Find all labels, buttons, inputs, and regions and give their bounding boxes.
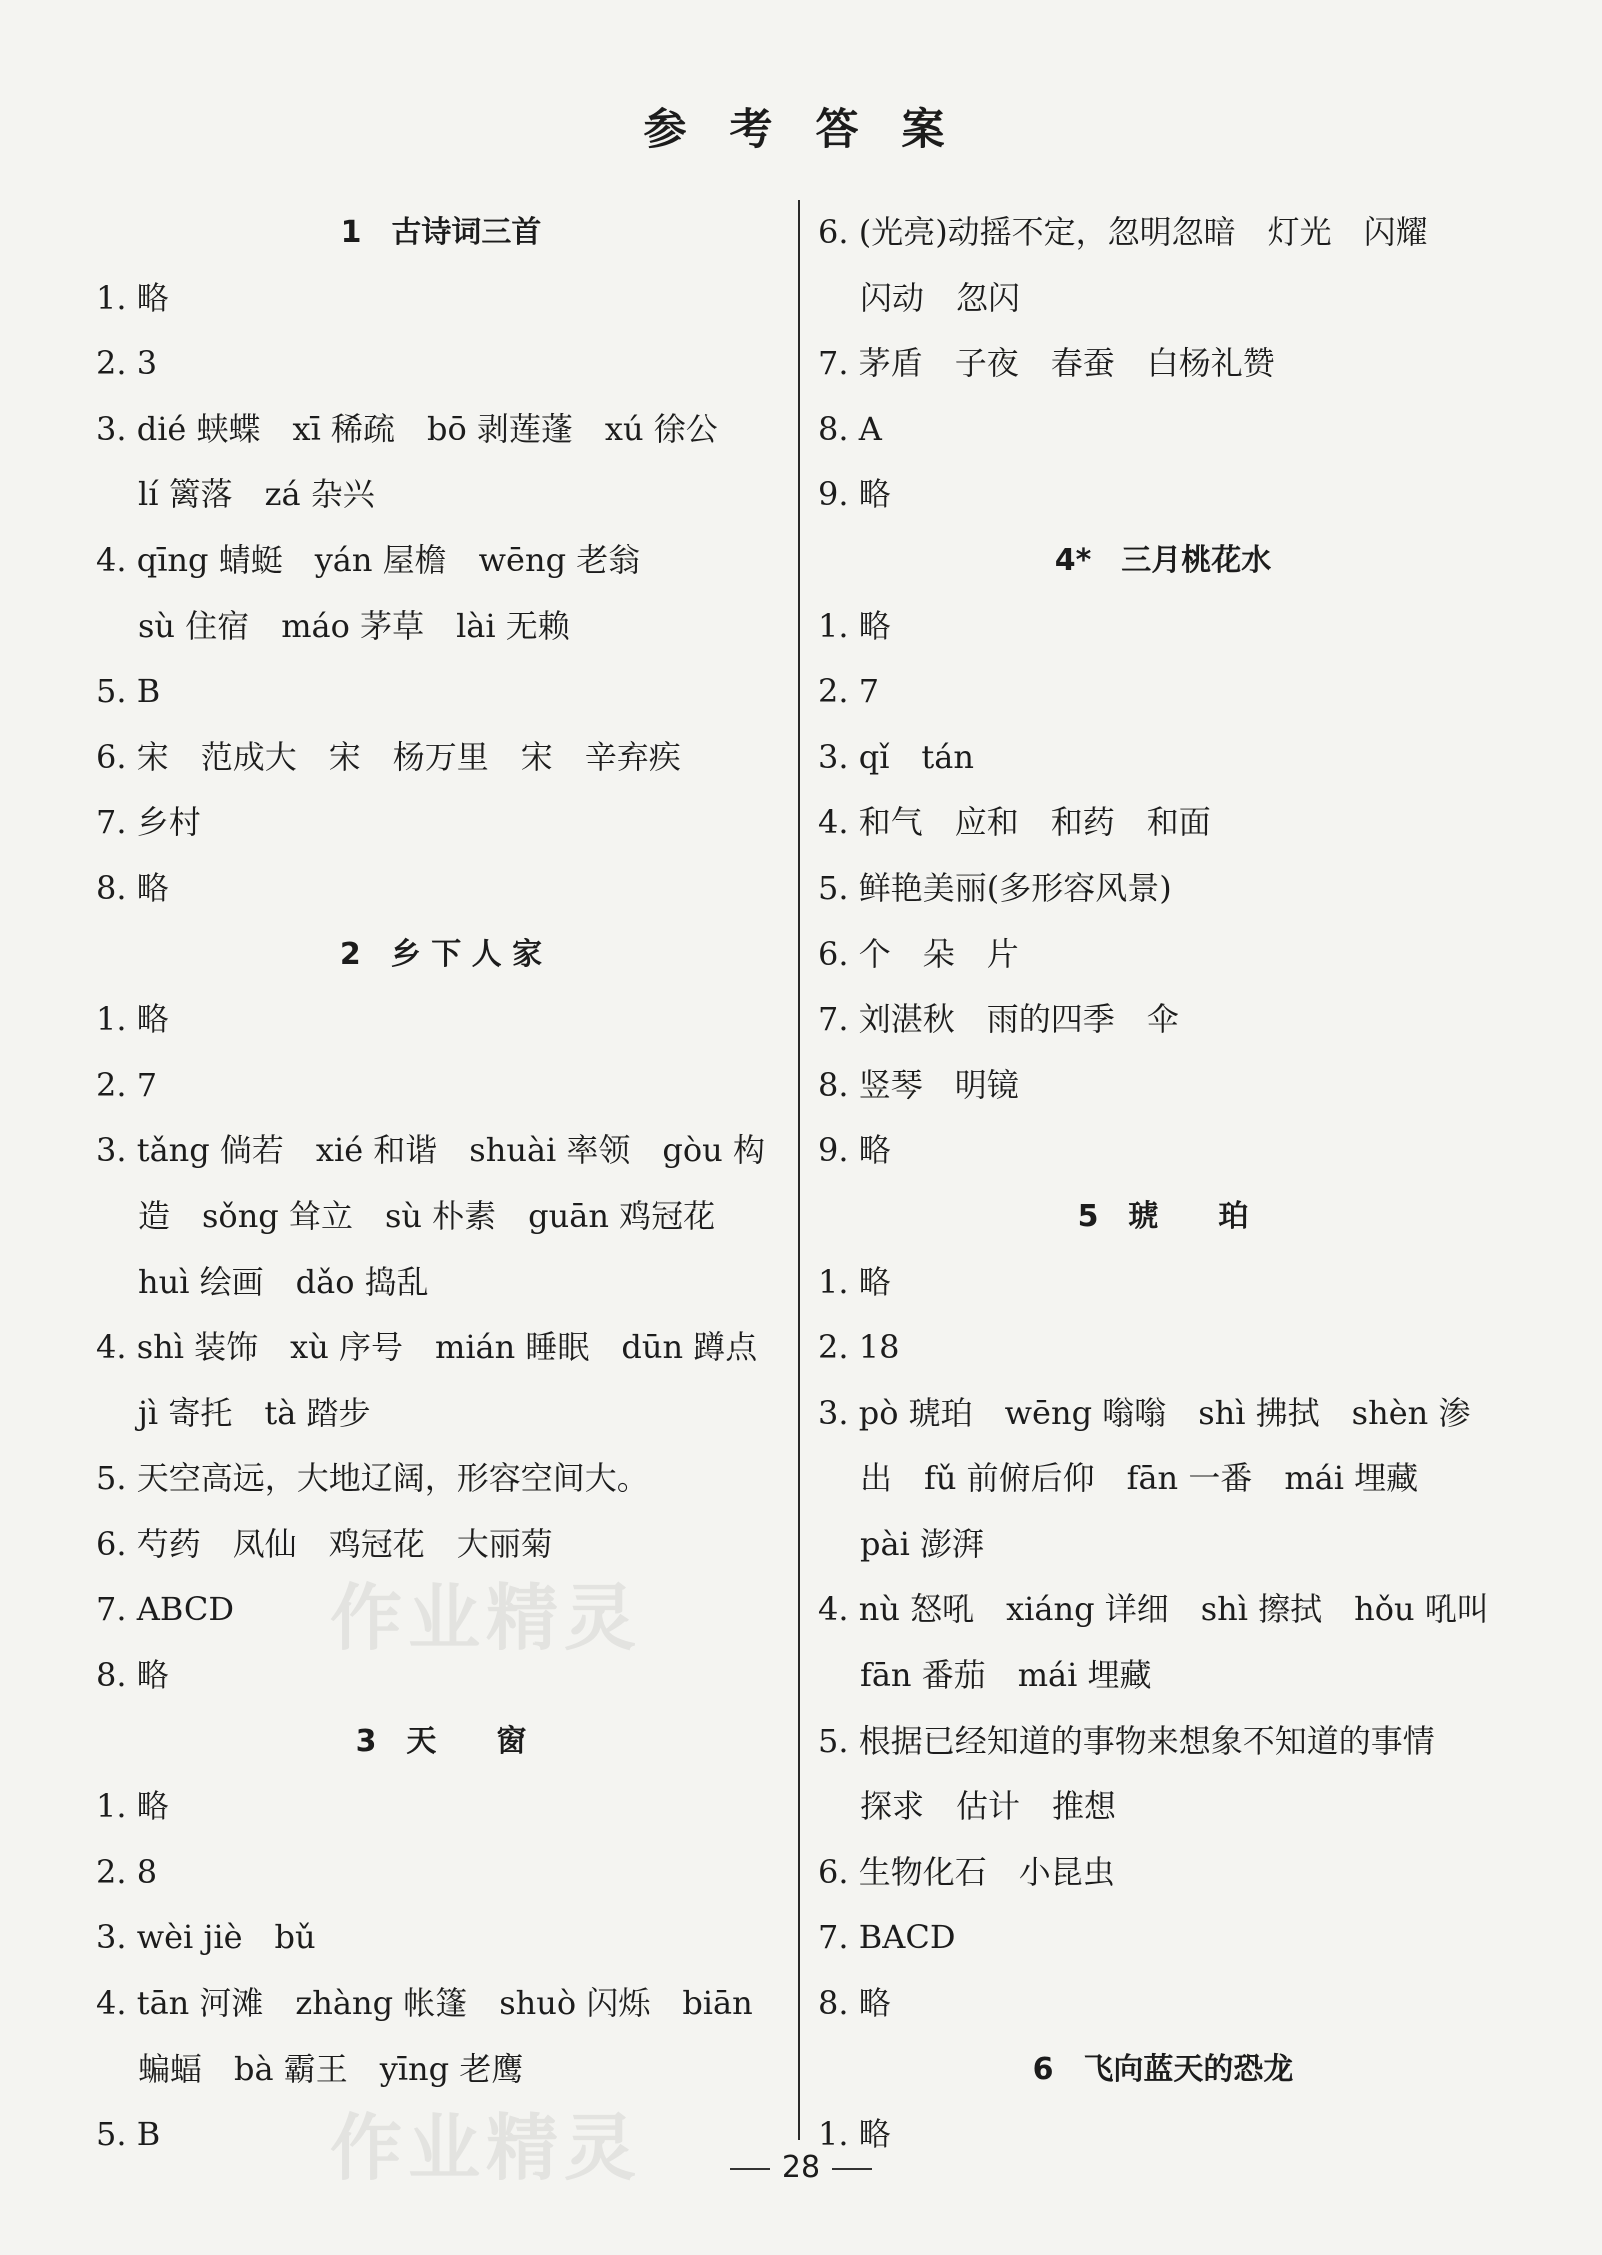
answer-line: 2. 18	[818, 1328, 900, 1367]
watermark: 作业精灵	[330, 1576, 643, 1660]
answer-line: 1. 略	[96, 1787, 169, 1826]
section-heading: 1 古诗词三首	[340, 215, 542, 250]
answer-line: 2. 3	[96, 344, 158, 383]
section-heading: 2 乡 下 人 家	[339, 936, 543, 972]
answer-line: 6. (光亮)动摇不定，忽明忽暗 灯光 闪耀	[818, 213, 1428, 251]
answer-line: 3. tǎng 倘若 xié 和谐 shuài 率领 gòu 构	[96, 1131, 765, 1170]
answer-line: 7. ABCD	[96, 1590, 235, 1629]
dash-left	[730, 2168, 770, 2170]
watermark: 作业精灵	[330, 2106, 643, 2190]
answer-line: 5. 鲜艳美丽(多形容风景)	[818, 868, 1172, 907]
answer-line: 4. 和气 应和 和药 和面	[818, 803, 1211, 842]
answer-line: 4. shì 装饰 xù 序号 mián 睡眠 dūn 蹲点	[96, 1328, 758, 1367]
answer-continuation: lí 篱落 zá 杂兴	[138, 475, 375, 514]
answer-continuation: 出 fǔ 前俯后仰 fān 一番 mái 埋藏	[860, 1459, 1419, 1498]
answer-line: 4. qīng 蜻蜓 yán 屋檐 wēng 老翁	[96, 540, 641, 579]
answer-continuation: 造 sǒng 耸立 sù 朴素 guān 鸡冠花	[138, 1196, 716, 1235]
section-heading: 6 飞向蓝天的恐龙	[1032, 2051, 1294, 2087]
answer-line: 8. 略	[818, 1984, 891, 2023]
answer-line: 2. 7	[96, 1065, 158, 1104]
answer-line: 1. 略	[818, 1262, 891, 1301]
answer-line: 6. 个 朵 片	[818, 934, 1019, 973]
answer-continuation: sù 住宿 máo 茅草 lài 无赖	[138, 606, 570, 645]
answer-continuation: pài 澎湃	[860, 1524, 984, 1563]
answer-line: 4. tān 河滩 zhàng 帐篷 shuò 闪烁 biān	[96, 1984, 753, 2023]
right-column	[818, 200, 1508, 2168]
section-heading: 3 天 窗	[355, 1723, 527, 1759]
answer-line: 6. 芍药 凤仙 鸡冠花 大丽菊	[96, 1524, 553, 1563]
dash-right	[832, 2168, 872, 2170]
page-title: 参 考 答 案	[643, 105, 959, 155]
answer-line: 1. 略	[96, 278, 169, 317]
answer-line: 1. 略	[818, 2115, 891, 2154]
answer-continuation: huì 绘画 dǎo 捣乱	[138, 1262, 429, 1301]
page-number	[0, 2150, 1602, 2185]
column-divider	[798, 200, 800, 2140]
answer-line: 6. 宋 范成大 宋 杨万里 宋 辛弃疾	[96, 737, 681, 776]
answer-line: 8. 竖琴 明镜	[818, 1065, 1019, 1104]
left-column	[96, 200, 786, 2168]
answer-line: 5. B	[96, 672, 161, 711]
answer-line: 5. 根据已经知道的事物来想象不知道的事情	[818, 1721, 1435, 1760]
answer-line: 1. 略	[96, 1000, 169, 1039]
answer-continuation: 蝙蝠 bà 霸王 yīng 老鹰	[138, 2049, 524, 2088]
answer-continuation: 探求 估计 推想	[860, 1787, 1117, 1826]
answer-continuation: jì 寄托 tà 踏步	[138, 1393, 371, 1432]
answer-line: 7. BACD	[818, 1918, 956, 1957]
answer-line: 7. 茅盾 子夜 春蚕 白杨礼赞	[818, 344, 1275, 383]
answer-continuation: 闪动 忽闪	[860, 278, 1021, 317]
answer-line: 3. dié 蛱蝶 xī 稀疏 bō 剥莲蓬 xú 徐公	[96, 409, 718, 448]
answer-line: 1. 略	[818, 606, 891, 645]
answer-line: 7. 乡村	[96, 803, 201, 842]
answer-line: 8. A	[818, 409, 882, 448]
page-number-text: 28	[781, 2150, 821, 2185]
answer-line: 9. 略	[818, 1131, 891, 1170]
answer-line: 7. 刘湛秋 雨的四季 伞	[818, 1000, 1179, 1039]
answer-line: 9. 略	[818, 475, 891, 514]
section-heading: 5 琥 珀	[1077, 1198, 1249, 1234]
answer-line: 6. 生物化石 小昆虫	[818, 1852, 1115, 1891]
answer-line: 4. nù 怒吼 xiáng 详细 shì 擦拭 hǒu 吼叫	[818, 1590, 1489, 1629]
answer-line: 2. 7	[818, 672, 880, 711]
answer-line: 5. 天空高远，大地辽阔，形容空间大。	[96, 1459, 649, 1498]
answer-line: 8. 略	[96, 1656, 169, 1695]
answer-line: 8. 略	[96, 868, 169, 907]
answer-line: 2. 8	[96, 1852, 158, 1891]
answer-line: 3. pò 琥珀 wēng 嗡嗡 shì 拂拭 shèn 渗	[818, 1393, 1471, 1432]
answer-line: 3. wèi jiè bǔ	[96, 1918, 316, 1957]
answer-line: 3. qǐ tán	[818, 737, 974, 776]
section-heading: 4* 三月桃花水	[1054, 542, 1272, 578]
answer-continuation: fān 番茄 mái 埋藏	[860, 1656, 1152, 1695]
answer-line: 5. B	[96, 2115, 161, 2154]
